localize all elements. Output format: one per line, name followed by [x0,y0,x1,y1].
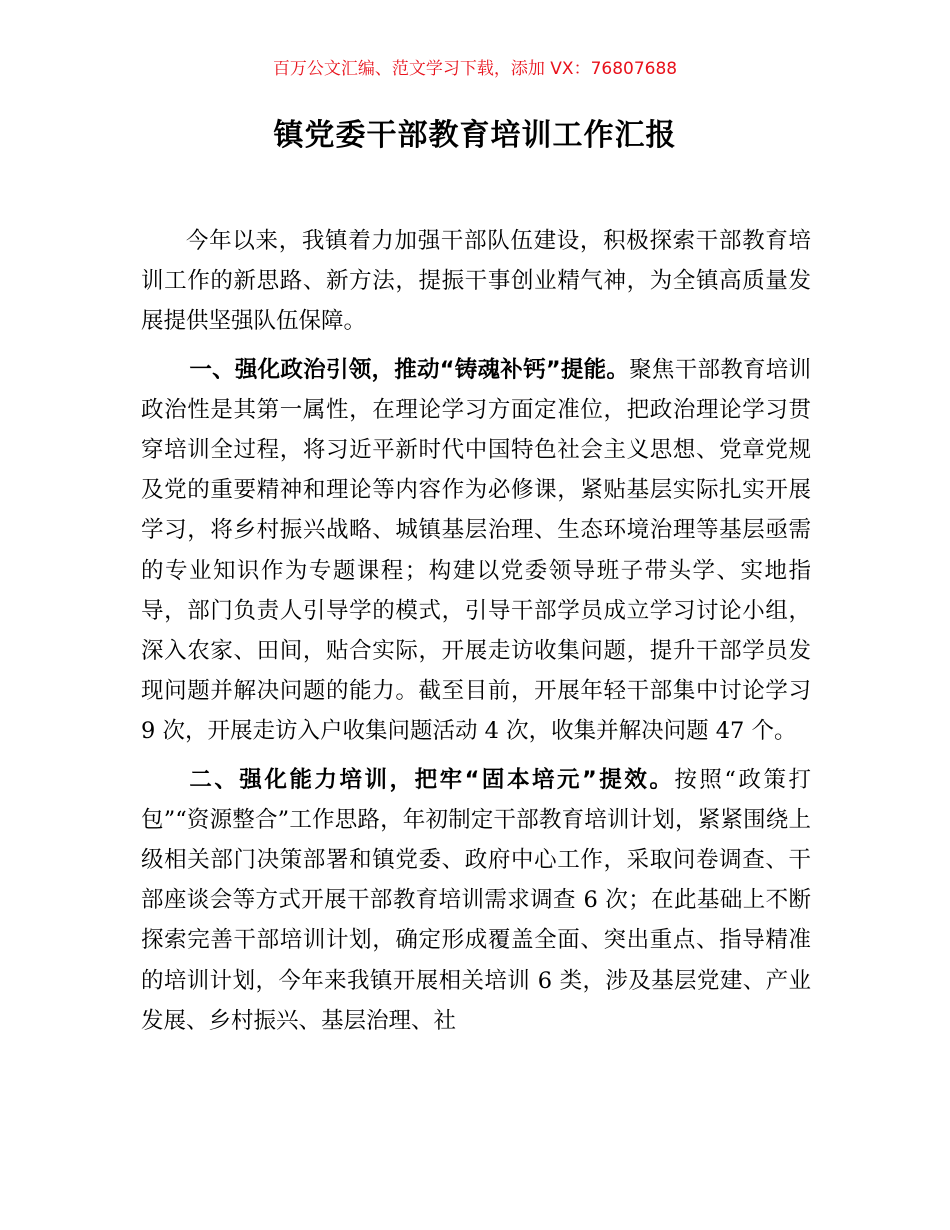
section-paragraph-1 [141,350,811,752]
intro-paragraph: 今年以来，我镇着力加强干部队伍建设，积极探索干部教育培训工作的新思路、新方法，提振干事创业精气神，为全镇高质量发展提供坚强队伍保障。 [141,228,811,335]
section-body-2: 按照“政策打包”“资源整合”工作思路，年初制定干部教育培训计划，紧紧围绕上级相关部门决策部署和镇党委、政府中心工作，采取问卷调查、干部座谈会等方式开展干部教育培训需求调查 6 次；在此基础上不断探索完善干部培训计划，确定形成覆盖全面、突出重点、指导精准的培训计划，今年来我镇开展相关培训 6 类，涉及基层党建、产业发展、乡村振兴、基层治理、社 [141,766,811,1034]
section-paragraph-2 [141,760,811,1041]
promo-header: 百万公文汇编、范文学习下载，添加 VX：76807688 [272,59,678,79]
section-body-1: 聚焦干部教育培训政治性是其第一属性，在理论学习方面定准位，把政治理论学习贯穿培训全过程，将习近平新时代中国特色社会主义思想、党章党规及党的重要精神和理论等内容作为必修课，紧贴基层实际扎实开展学习，将乡村振兴战略、城镇基层治理、生态环境治理等基层亟需的专业知识作为专题课程；构建以党委领导班子带头学、实地指导，部门负责人引导学的模式，引导干部学员成立学习讨论小组，深入农家、田间，贴合实际，开展走访收集问题，提升干部学员发现问题并解决问题的能力。截至目前，开展年轻干部集中讨论学习 9 次，开展走访入户收集问题活动 4 次，收集并解决问题 47 个。 [141,356,811,745]
document-body [141,221,811,1041]
section-heading-2: 二、强化能力培训，把牢“固本培元”提效。 [189,766,675,793]
section-heading-1: 一、强化政治引领，推动“铸魂补钙”提能。 [189,356,630,383]
document-title: 镇党委干部教育培训工作汇报 [273,118,677,153]
